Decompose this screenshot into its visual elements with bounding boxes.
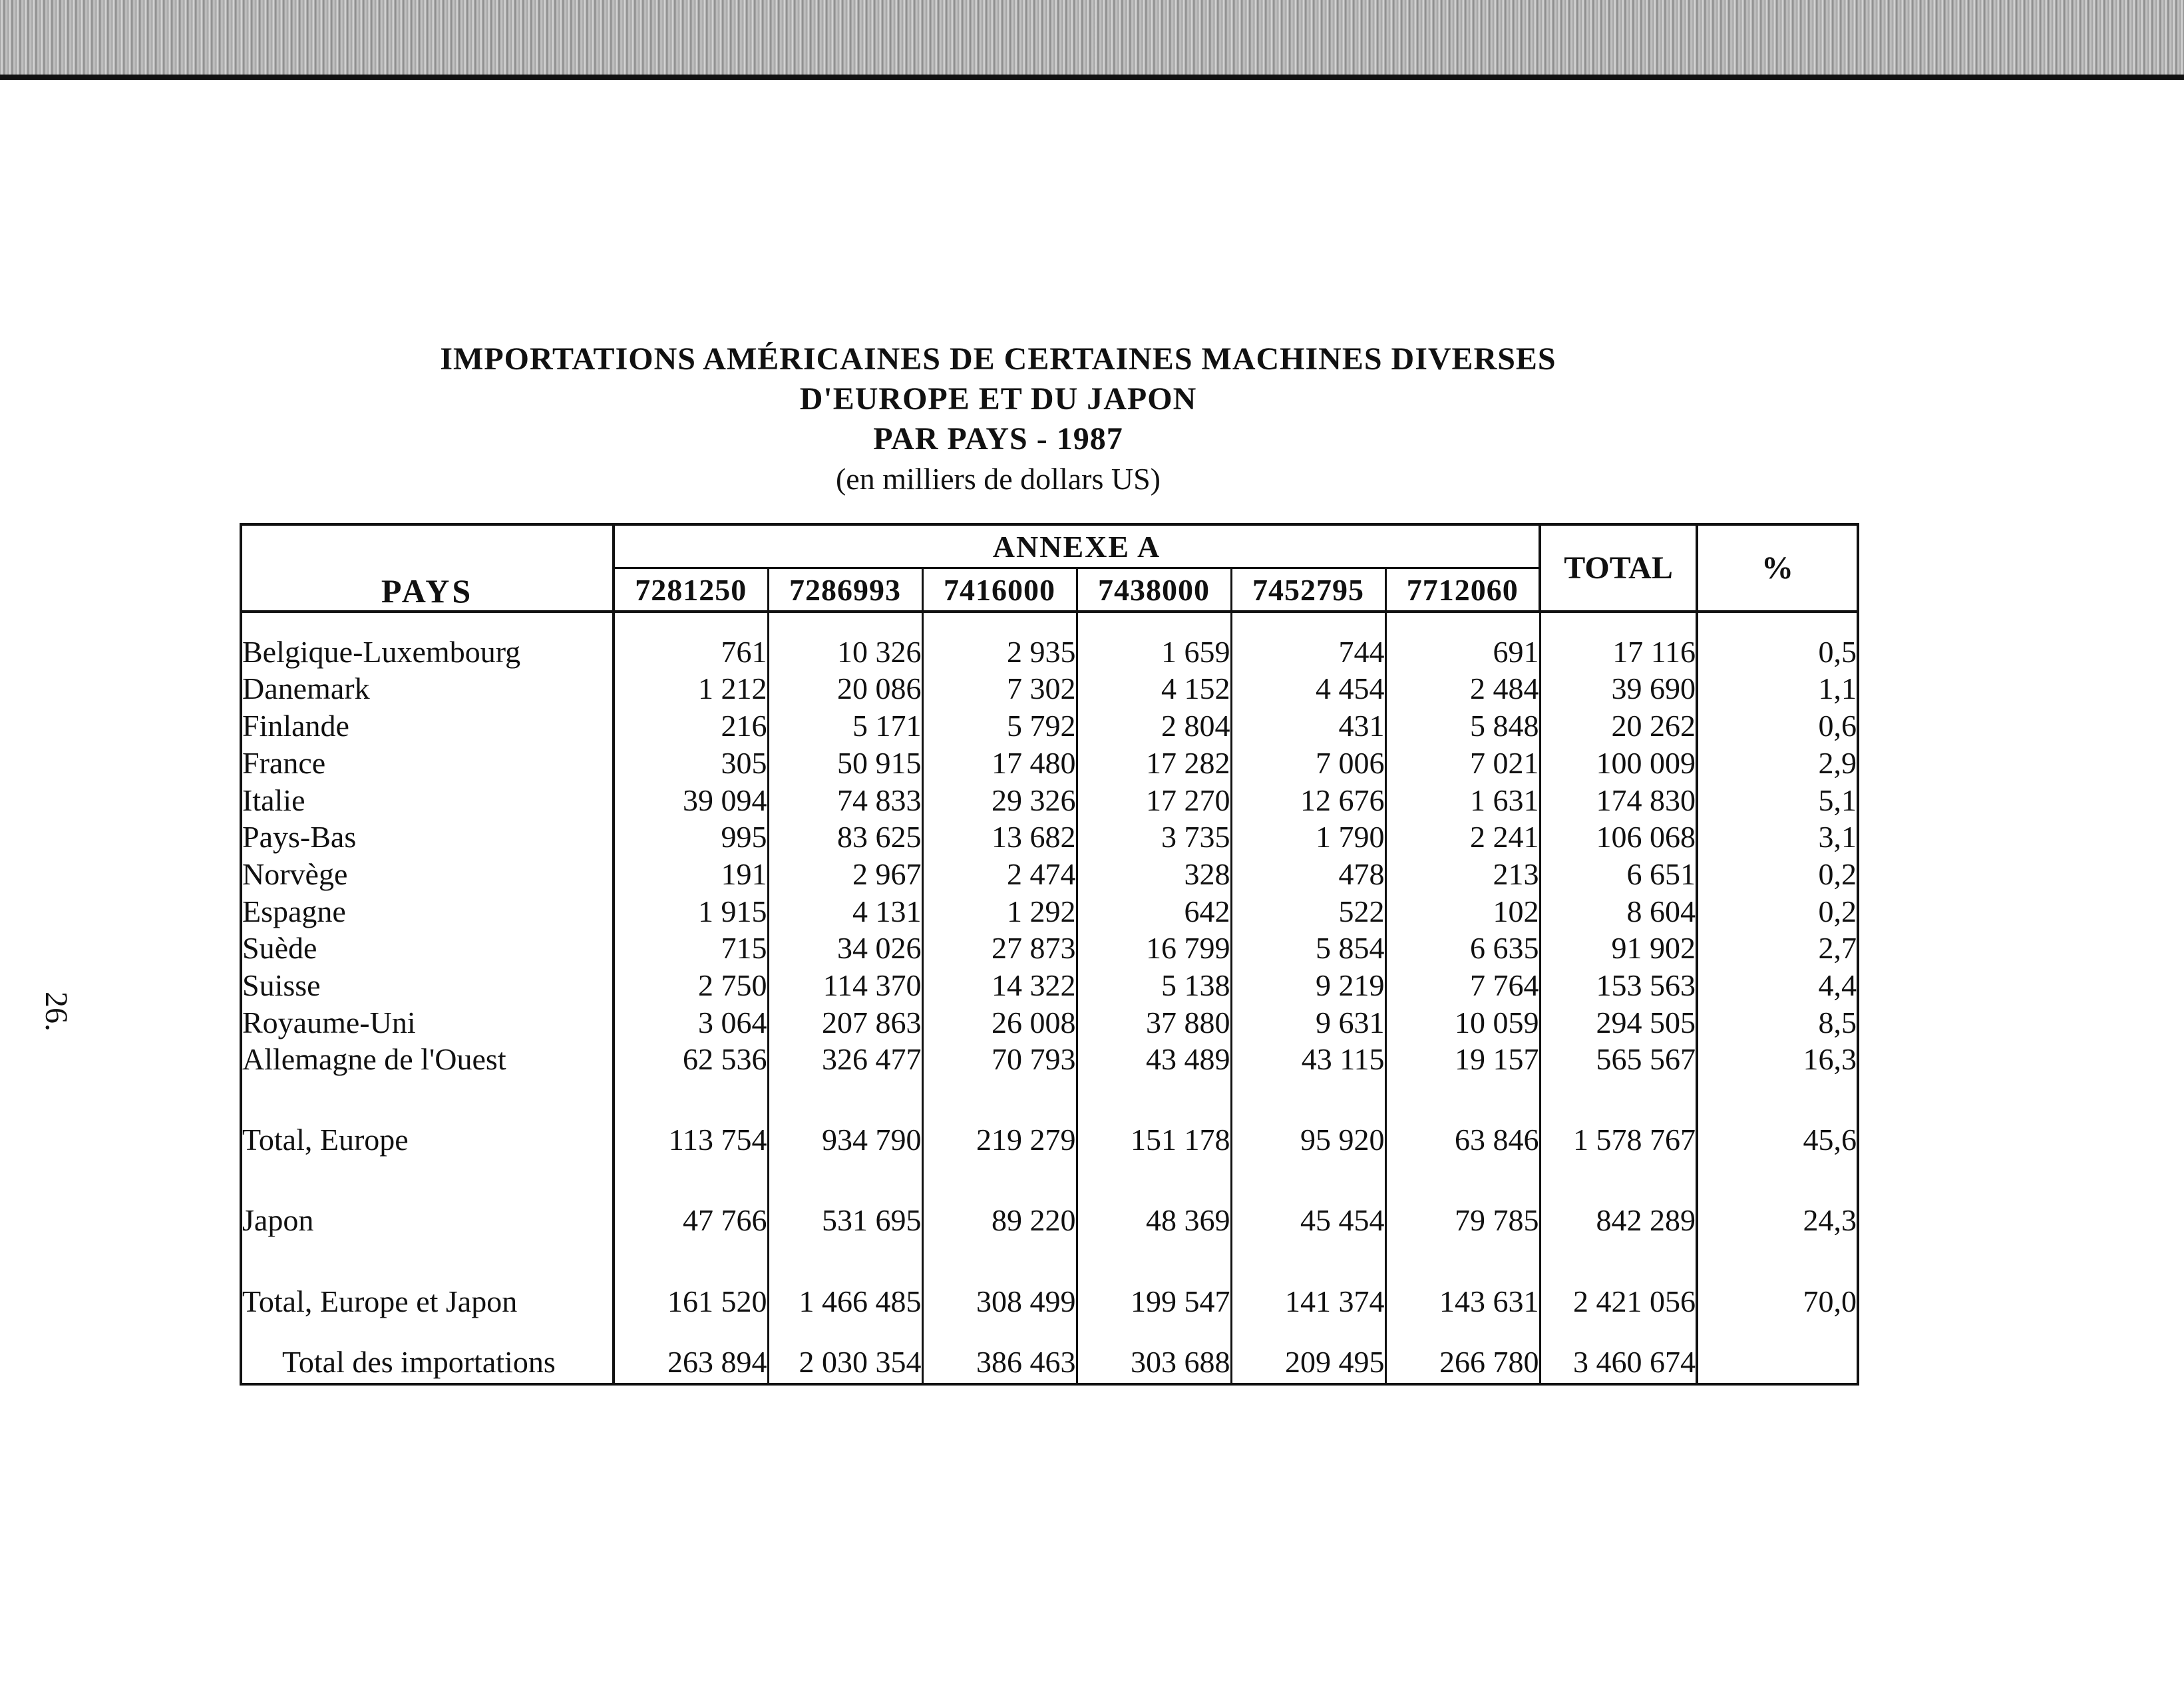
value-cell: 761 xyxy=(614,634,768,671)
spacer-cell xyxy=(1697,1159,1858,1202)
spacer-cell xyxy=(241,612,614,634)
value-cell: 102 xyxy=(1385,893,1540,930)
grand-total-row xyxy=(241,1342,1858,1384)
value-cell: 39 094 xyxy=(614,782,768,819)
value-cell: 151 178 xyxy=(1077,1121,1231,1159)
spacer-cell xyxy=(768,1078,922,1121)
table-row xyxy=(241,707,1858,745)
spacer-cell xyxy=(1077,1321,1231,1342)
scan-edge-rule xyxy=(0,75,2184,80)
header-pays: PAYS xyxy=(241,524,614,612)
percent-cell: 8,5 xyxy=(1818,1005,1857,1039)
value-cell: 715 xyxy=(614,930,768,967)
value-cell: 642 xyxy=(1077,893,1231,930)
header-annexe: ANNEXE A xyxy=(614,524,1540,568)
value-cell: 12 676 xyxy=(1231,782,1385,819)
value-cell: 9 219 xyxy=(1231,967,1385,1004)
value-cell: 219 279 xyxy=(922,1121,1077,1159)
percent-cell: 0,2 xyxy=(1818,856,1857,891)
country-name: Allemagne de l'Ouest xyxy=(241,1041,614,1078)
spacer-cell xyxy=(922,612,1077,634)
value-cell: 7 764 xyxy=(1385,967,1540,1004)
total-cell: 2 421 056 xyxy=(1540,1282,1697,1321)
spacer-cell xyxy=(1385,1240,1540,1282)
value-cell: 45 454 xyxy=(1231,1202,1385,1240)
header-code: 7416000 xyxy=(922,568,1077,612)
percent-cell: 0,6 xyxy=(1818,709,1857,743)
value-cell: 20 086 xyxy=(768,671,922,708)
value-cell: 43 115 xyxy=(1231,1041,1385,1078)
percent-cell: 45,6 xyxy=(1803,1122,1857,1157)
header-code: 7452795 xyxy=(1231,568,1385,612)
value-cell: 5 138 xyxy=(1077,967,1231,1004)
value-cell: 1 292 xyxy=(922,893,1077,930)
total-cell: 17 116 xyxy=(1540,634,1697,671)
country-name: Suisse xyxy=(241,967,614,1004)
spacer-cell xyxy=(1697,612,1858,634)
value-cell: 2 484 xyxy=(1385,671,1540,708)
summary-row xyxy=(241,1202,1858,1240)
value-cell: 29 326 xyxy=(922,782,1077,819)
spacer-cell xyxy=(768,1159,922,1202)
value-cell: 17 282 xyxy=(1077,745,1231,782)
spacer-cell xyxy=(1385,1321,1540,1342)
spacer-cell xyxy=(241,1078,614,1121)
spacer-cell xyxy=(922,1321,1077,1342)
value-cell: 263 894 xyxy=(614,1342,768,1384)
value-cell: 17 270 xyxy=(1077,782,1231,819)
header-code: 7438000 xyxy=(1077,568,1231,612)
spacer-cell xyxy=(614,612,768,634)
spacer-cell xyxy=(241,1240,614,1282)
total-cell: 153 563 xyxy=(1540,967,1697,1004)
value-cell: 95 920 xyxy=(1231,1121,1385,1159)
header-total: TOTAL xyxy=(1540,524,1697,612)
country-name: Total, Europe xyxy=(241,1121,614,1159)
percent-cell: 5,1 xyxy=(1818,783,1857,817)
value-cell: 1 915 xyxy=(614,893,768,930)
value-cell: 14 322 xyxy=(922,967,1077,1004)
value-cell: 1 631 xyxy=(1385,782,1540,819)
title-line-3: PAR PAYS - 1987 xyxy=(873,421,1123,457)
page-number: 26. xyxy=(39,992,74,1031)
country-name: Total des importations xyxy=(241,1342,614,1384)
spacer-cell xyxy=(1540,612,1697,634)
country-name: Italie xyxy=(241,782,614,819)
document-title-block xyxy=(373,339,1624,499)
value-cell: 744 xyxy=(1231,634,1385,671)
spacer-cell xyxy=(1231,612,1385,634)
spacer-row xyxy=(241,1078,1858,1121)
value-cell: 10 059 xyxy=(1385,1004,1540,1041)
percent-cell: 0,5 xyxy=(1818,634,1857,669)
value-cell: 43 489 xyxy=(1077,1041,1231,1078)
table-row xyxy=(241,930,1858,967)
value-cell: 13 682 xyxy=(922,819,1077,856)
header-code: 7712060 xyxy=(1385,568,1540,612)
total-cell: 1 578 767 xyxy=(1540,1121,1697,1159)
value-cell: 17 480 xyxy=(922,745,1077,782)
country-name: Suède xyxy=(241,930,614,967)
total-cell: 20 262 xyxy=(1540,707,1697,745)
spacer-cell xyxy=(922,1078,1077,1121)
value-cell: 114 370 xyxy=(768,967,922,1004)
country-name: Royaume-Uni xyxy=(241,1004,614,1041)
value-cell: 934 790 xyxy=(768,1121,922,1159)
spacer-cell xyxy=(1697,1078,1858,1121)
spacer-cell xyxy=(768,612,922,634)
value-cell: 50 915 xyxy=(768,745,922,782)
spacer-cell xyxy=(1077,1159,1231,1202)
country-name: Danemark xyxy=(241,671,614,708)
value-cell: 74 833 xyxy=(768,782,922,819)
value-cell: 47 766 xyxy=(614,1202,768,1240)
percent-cell: 0,2 xyxy=(1818,894,1857,928)
value-cell: 2 474 xyxy=(922,856,1077,893)
value-cell: 27 873 xyxy=(922,930,1077,967)
total-cell: 174 830 xyxy=(1540,782,1697,819)
country-name: Belgique-Luxembourg xyxy=(241,634,614,671)
spacer-cell xyxy=(1540,1078,1697,1121)
spacer-row xyxy=(241,1240,1858,1282)
value-cell: 213 xyxy=(1385,856,1540,893)
spacer-row xyxy=(241,1321,1858,1342)
percent-cell: 1,1 xyxy=(1818,671,1857,706)
value-cell: 1 659 xyxy=(1077,634,1231,671)
percent-cell: 3,1 xyxy=(1818,820,1857,854)
table-row xyxy=(241,745,1858,782)
value-cell: 2 241 xyxy=(1385,819,1540,856)
value-cell: 1 466 485 xyxy=(768,1282,922,1321)
scan-noise-strip xyxy=(0,0,2184,75)
value-cell: 207 863 xyxy=(768,1004,922,1041)
value-cell: 2 967 xyxy=(768,856,922,893)
spacer-cell xyxy=(1231,1078,1385,1121)
total-cell: 91 902 xyxy=(1540,930,1697,967)
value-cell: 26 008 xyxy=(922,1004,1077,1041)
country-name: Pays-Bas xyxy=(241,819,614,856)
spacer-cell xyxy=(1385,1159,1540,1202)
table-row xyxy=(241,782,1858,819)
value-cell: 5 848 xyxy=(1385,707,1540,745)
value-cell: 995 xyxy=(614,819,768,856)
value-cell: 34 026 xyxy=(768,930,922,967)
value-cell: 2 030 354 xyxy=(768,1342,922,1384)
value-cell: 3 735 xyxy=(1077,819,1231,856)
value-cell: 5 171 xyxy=(768,707,922,745)
value-cell: 83 625 xyxy=(768,819,922,856)
total-cell: 6 651 xyxy=(1540,856,1697,893)
spacer-cell xyxy=(1231,1321,1385,1342)
percent-cell: 2,9 xyxy=(1818,745,1857,780)
spacer-cell xyxy=(768,1240,922,1282)
table-row xyxy=(241,634,1858,671)
value-cell: 326 477 xyxy=(768,1041,922,1078)
value-cell: 209 495 xyxy=(1231,1342,1385,1384)
spacer-cell xyxy=(1231,1159,1385,1202)
country-name: Norvège xyxy=(241,856,614,893)
spacer-row xyxy=(241,1159,1858,1202)
value-cell: 89 220 xyxy=(922,1202,1077,1240)
country-name: Espagne xyxy=(241,893,614,930)
value-cell: 522 xyxy=(1231,893,1385,930)
country-name: Finlande xyxy=(241,707,614,745)
table-row xyxy=(241,1004,1858,1041)
total-cell: 3 460 674 xyxy=(1540,1342,1697,1384)
value-cell: 79 785 xyxy=(1385,1202,1540,1240)
percent-cell: 24,3 xyxy=(1803,1203,1857,1238)
total-cell: 106 068 xyxy=(1540,819,1697,856)
total-cell: 565 567 xyxy=(1540,1041,1697,1078)
value-cell: 37 880 xyxy=(1077,1004,1231,1041)
value-cell: 216 xyxy=(614,707,768,745)
spacer-cell xyxy=(1385,1078,1540,1121)
total-cell: 842 289 xyxy=(1540,1202,1697,1240)
spacer-cell xyxy=(1697,1321,1858,1342)
value-cell: 431 xyxy=(1231,707,1385,745)
table-row xyxy=(241,1041,1858,1078)
value-cell: 19 157 xyxy=(1385,1041,1540,1078)
total-cell: 39 690 xyxy=(1540,671,1697,708)
value-cell: 3 064 xyxy=(614,1004,768,1041)
value-cell: 4 131 xyxy=(768,893,922,930)
spacer-cell xyxy=(1077,612,1231,634)
value-cell: 531 695 xyxy=(768,1202,922,1240)
value-cell: 386 463 xyxy=(922,1342,1077,1384)
value-cell: 10 326 xyxy=(768,634,922,671)
spacer-cell xyxy=(614,1078,768,1121)
table-body xyxy=(241,612,1858,1384)
spacer-cell xyxy=(1540,1321,1697,1342)
spacer-cell xyxy=(241,1321,614,1342)
spacer-cell xyxy=(1231,1240,1385,1282)
table-row xyxy=(241,893,1858,930)
total-cell: 294 505 xyxy=(1540,1004,1697,1041)
value-cell: 2 750 xyxy=(614,967,768,1004)
spacer-cell xyxy=(614,1159,768,1202)
title-unit-note: (en milliers de dollars US) xyxy=(835,462,1161,496)
value-cell: 1 790 xyxy=(1231,819,1385,856)
spacer-cell xyxy=(922,1159,1077,1202)
spacer-cell xyxy=(241,1159,614,1202)
spacer-cell xyxy=(1697,1240,1858,1282)
value-cell: 161 520 xyxy=(614,1282,768,1321)
value-cell: 9 631 xyxy=(1231,1004,1385,1041)
table-row xyxy=(241,856,1858,893)
value-cell: 191 xyxy=(614,856,768,893)
value-cell: 7 006 xyxy=(1231,745,1385,782)
value-cell: 7 021 xyxy=(1385,745,1540,782)
value-cell: 62 536 xyxy=(614,1041,768,1078)
value-cell: 2 804 xyxy=(1077,707,1231,745)
spacer-cell xyxy=(1540,1240,1697,1282)
table-row xyxy=(241,671,1858,708)
header-code: 7281250 xyxy=(614,568,768,612)
value-cell: 6 635 xyxy=(1385,930,1540,967)
total-cell: 8 604 xyxy=(1540,893,1697,930)
summary-row xyxy=(241,1121,1858,1159)
value-cell: 1 212 xyxy=(614,671,768,708)
total-cell: 100 009 xyxy=(1540,745,1697,782)
spacer-cell xyxy=(614,1240,768,1282)
value-cell: 303 688 xyxy=(1077,1342,1231,1384)
value-cell: 478 xyxy=(1231,856,1385,893)
value-cell: 4 152 xyxy=(1077,671,1231,708)
value-cell: 5 792 xyxy=(922,707,1077,745)
value-cell: 305 xyxy=(614,745,768,782)
percent-cell: 2,7 xyxy=(1818,931,1857,966)
table-row xyxy=(241,967,1858,1004)
value-cell: 48 369 xyxy=(1077,1202,1231,1240)
country-name: France xyxy=(241,745,614,782)
value-cell: 113 754 xyxy=(614,1121,768,1159)
spacer-cell xyxy=(922,1240,1077,1282)
value-cell: 691 xyxy=(1385,634,1540,671)
value-cell: 2 935 xyxy=(922,634,1077,671)
spacer-cell xyxy=(1540,1159,1697,1202)
percent-cell: 70,0 xyxy=(1803,1284,1857,1319)
percent-cell: 16,3 xyxy=(1803,1042,1857,1077)
value-cell: 7 302 xyxy=(922,671,1077,708)
value-cell: 4 454 xyxy=(1231,671,1385,708)
value-cell: 328 xyxy=(1077,856,1231,893)
spacer-row xyxy=(241,612,1858,634)
percent-cell xyxy=(1697,1342,1858,1384)
value-cell: 308 499 xyxy=(922,1282,1077,1321)
percent-cell: 4,4 xyxy=(1818,968,1857,1002)
spacer-cell xyxy=(614,1321,768,1342)
value-cell: 141 374 xyxy=(1231,1282,1385,1321)
header-percent: % xyxy=(1697,524,1858,612)
table-row xyxy=(241,819,1858,856)
value-cell: 199 547 xyxy=(1077,1282,1231,1321)
imports-table xyxy=(240,523,1859,1386)
value-cell: 143 631 xyxy=(1385,1282,1540,1321)
value-cell: 266 780 xyxy=(1385,1342,1540,1384)
value-cell: 16 799 xyxy=(1077,930,1231,967)
spacer-cell xyxy=(1385,612,1540,634)
spacer-cell xyxy=(1077,1240,1231,1282)
value-cell: 63 846 xyxy=(1385,1121,1540,1159)
header-code: 7286993 xyxy=(768,568,922,612)
title-line-2: D'EUROPE ET DU JAPON xyxy=(799,381,1197,417)
summary-row xyxy=(241,1282,1858,1321)
spacer-cell xyxy=(1077,1078,1231,1121)
country-name: Japon xyxy=(241,1202,614,1240)
spacer-cell xyxy=(768,1321,922,1342)
title-line-1: IMPORTATIONS AMÉRICAINES DE CERTAINES MACHINES DIVERSES xyxy=(440,341,1556,377)
value-cell: 5 854 xyxy=(1231,930,1385,967)
value-cell: 70 793 xyxy=(922,1041,1077,1078)
country-name: Total, Europe et Japon xyxy=(241,1282,614,1321)
